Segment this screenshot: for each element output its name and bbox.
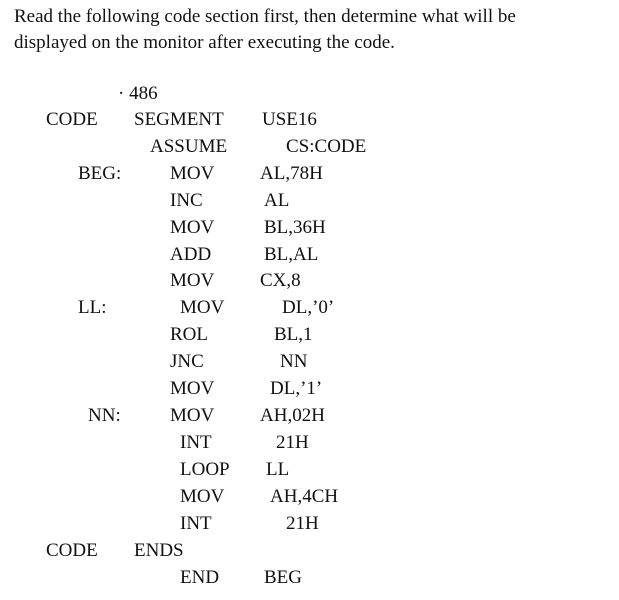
instruction-operand: AL,78H bbox=[260, 163, 323, 184]
nn-label: NN: bbox=[88, 405, 121, 426]
instruction-op: ROL bbox=[170, 324, 208, 345]
instruction-operand: BL,36H bbox=[264, 217, 326, 238]
instruction-operand: BL,1 bbox=[274, 324, 313, 345]
instruction-op: INT bbox=[180, 513, 212, 534]
segment-keyword: SEGMENT bbox=[134, 109, 224, 130]
instruction-op: LOOP bbox=[180, 459, 230, 480]
instruction-op: MOV bbox=[170, 378, 215, 399]
assume-operand: CS:CODE bbox=[286, 136, 367, 157]
question-line-1: Read the following code section first, then determine what will be bbox=[14, 6, 516, 27]
instruction-op: MOV bbox=[180, 486, 225, 507]
instruction-operand: AL bbox=[264, 190, 290, 211]
question-line-2: displayed on the monitor after executing the code. bbox=[14, 32, 395, 53]
ends-keyword: ENDS bbox=[134, 540, 184, 561]
instruction-op: MOV bbox=[170, 270, 215, 291]
instruction-operand: NN bbox=[280, 351, 308, 372]
segment-label: CODE bbox=[46, 109, 98, 130]
instruction-operand: CX,8 bbox=[260, 270, 301, 291]
instruction-op: INC bbox=[170, 190, 203, 211]
instruction-operand: 21H bbox=[286, 513, 319, 534]
segment-attribute: USE16 bbox=[262, 109, 317, 130]
instruction-op: MOV bbox=[180, 297, 225, 318]
instruction-operand: LL bbox=[266, 459, 290, 480]
end-operand: BEG bbox=[264, 567, 302, 588]
ends-label: CODE bbox=[46, 540, 98, 561]
instruction-operand: BL,AL bbox=[264, 244, 319, 265]
instruction-op: INT bbox=[180, 432, 212, 453]
instruction-operand: AH,02H bbox=[260, 405, 325, 426]
instruction-operand: AH,4CH bbox=[270, 486, 339, 507]
instruction-op: MOV bbox=[170, 163, 215, 184]
processor-directive: · 486 bbox=[118, 83, 158, 104]
instruction-op: MOV bbox=[170, 217, 215, 238]
instruction-operand: 21H bbox=[276, 432, 309, 453]
ll-label: LL: bbox=[78, 297, 107, 318]
assume-keyword: ASSUME bbox=[150, 136, 228, 157]
instruction-op: JNC bbox=[170, 351, 204, 372]
instruction-operand: DL,’0’ bbox=[282, 297, 335, 318]
end-keyword: END bbox=[180, 567, 220, 588]
instruction-op: MOV bbox=[170, 405, 215, 426]
instruction-op: ADD bbox=[170, 244, 212, 265]
beg-label: BEG: bbox=[78, 163, 122, 184]
instruction-operand: DL,’1’ bbox=[270, 378, 323, 399]
